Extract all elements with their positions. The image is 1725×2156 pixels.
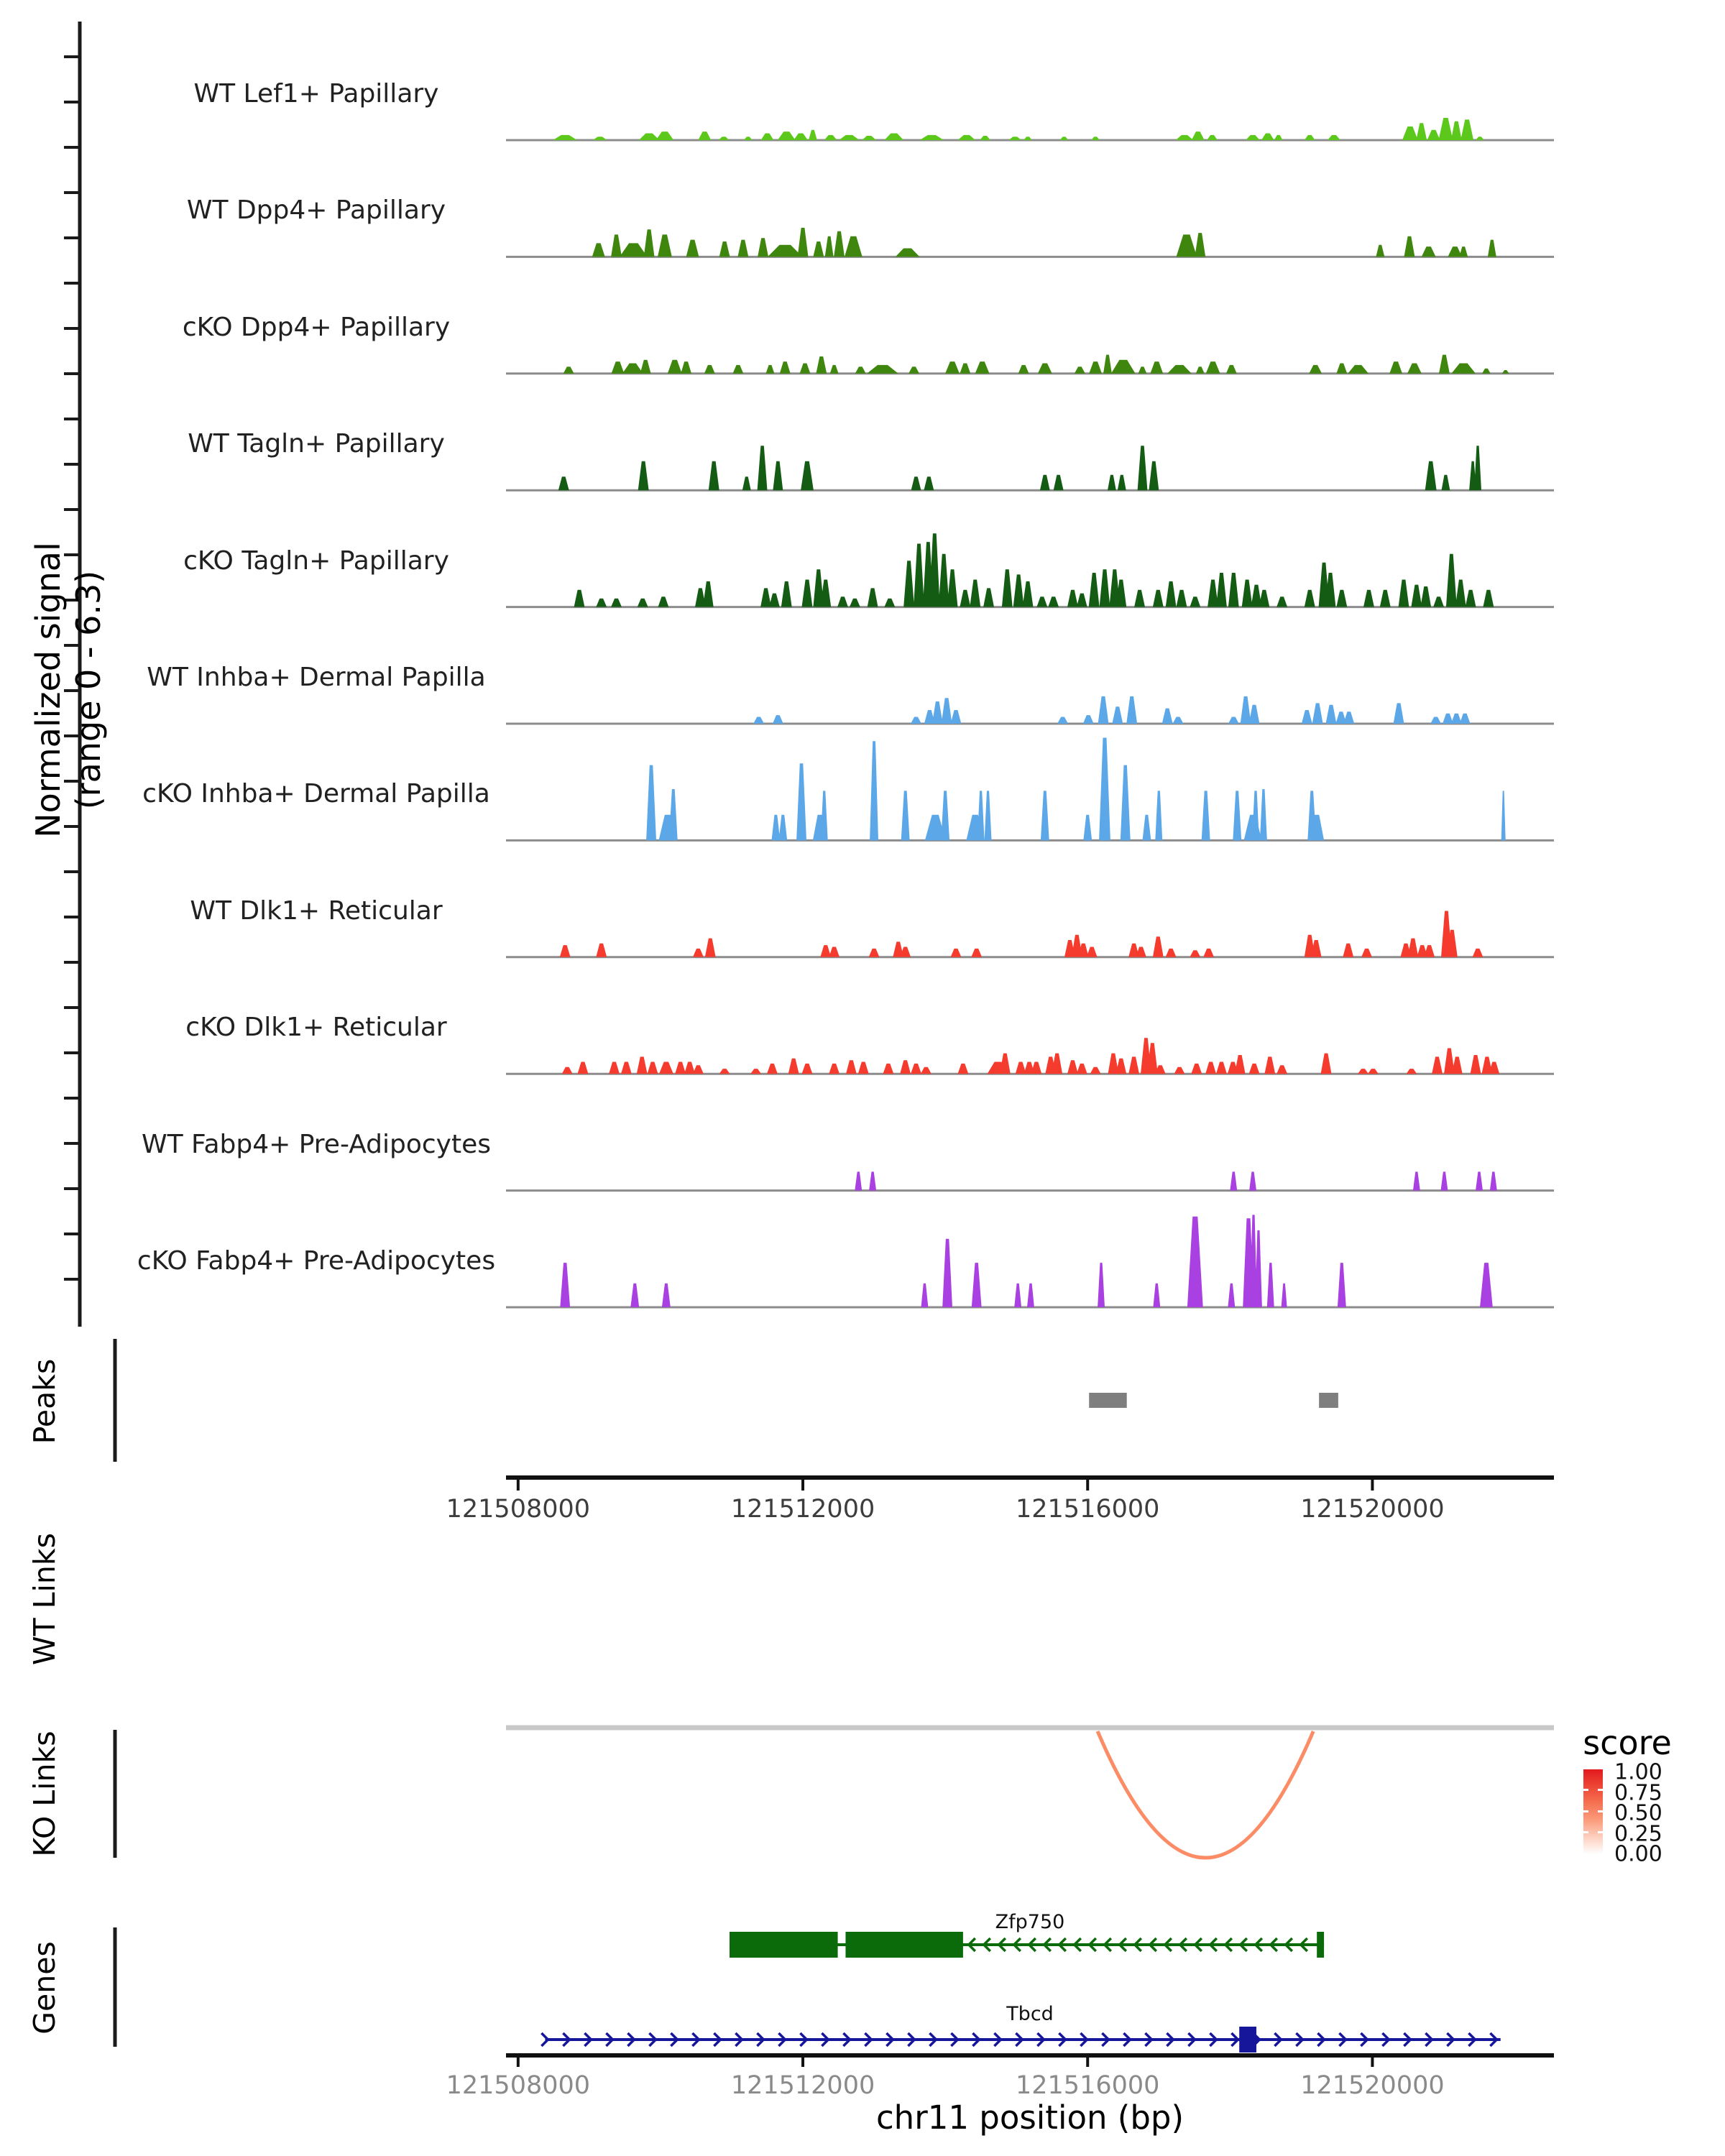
track-label: WT Dpp4+ Papillary	[186, 195, 446, 226]
track-label: cKO Tagln+ Papillary	[183, 545, 449, 576]
tss-box-zfp750	[1317, 1932, 1324, 1958]
peak-box	[1089, 1393, 1126, 1408]
track-label: cKO Fabp4+ Pre-Adipocytes	[137, 1246, 496, 1276]
score-colorbar	[1583, 1769, 1603, 1854]
peaks-section-label: Peaks	[27, 1358, 62, 1445]
score-tick-0.25: 0.25	[1614, 1821, 1662, 1847]
signal-area-5	[574, 533, 1494, 607]
signal-area-9	[562, 1038, 1499, 1074]
track-label: cKO Inhba+ Dermal Papilla	[142, 779, 490, 809]
peak-box	[1319, 1393, 1338, 1408]
exon-zfp750	[730, 1932, 838, 1958]
ko-links-section-label: KO Links	[27, 1731, 62, 1857]
score-tick-0.50: 0.50	[1614, 1800, 1662, 1826]
track-label: cKO Dlk1+ Reticular	[185, 1013, 447, 1043]
ruler-tick-label: 121516000	[1016, 1495, 1160, 1524]
bottom-tick-label: 121508000	[446, 2071, 591, 2100]
signal-area-7	[646, 738, 1506, 841]
track-label: WT Tagln+ Papillary	[188, 429, 445, 459]
track-label: WT Lef1+ Papillary	[193, 79, 439, 109]
track-label: WT Inhba+ Dermal Papilla	[147, 663, 486, 692]
track-label: WT Dlk1+ Reticular	[190, 895, 443, 926]
signal-area-4	[558, 446, 1481, 490]
x-axis-title: chr11 position (bp)	[875, 2099, 1184, 2137]
signal-area-11	[560, 1215, 1493, 1307]
score-tick-0.75: 0.75	[1614, 1780, 1662, 1806]
exon-tbcd	[1239, 2027, 1256, 2053]
y-axis-title-line2: (range 0 - 6.3)	[69, 570, 108, 810]
score-tick-0.00: 0.00	[1614, 1841, 1662, 1867]
bottom-tick-label: 121512000	[730, 2071, 875, 2100]
signal-area-8	[560, 911, 1484, 957]
track-label: WT Fabp4+ Pre-Adipocytes	[142, 1129, 491, 1159]
signal-area-2	[592, 228, 1496, 257]
wt-links-section-label: WT Links	[27, 1533, 62, 1665]
ruler-tick-label: 121512000	[730, 1495, 875, 1524]
signal-area-6	[753, 696, 1470, 724]
signal-area-10	[855, 1171, 1497, 1190]
y-axis-title-line1: Normalized signal	[29, 542, 68, 838]
ko-link-arc	[1098, 1731, 1313, 1858]
track-label: cKO Dpp4+ Papillary	[182, 312, 451, 342]
gene-label-zfp750: Zfp750	[995, 1911, 1065, 1933]
signal-area-1	[553, 118, 1484, 140]
ruler-tick-label: 121520000	[1300, 1495, 1445, 1524]
score-tick-1.00: 1.00	[1614, 1759, 1662, 1785]
signal-area-3	[564, 355, 1509, 374]
bottom-tick-label: 121520000	[1300, 2071, 1445, 2100]
gene-label-tbcd: Tbcd	[1006, 2003, 1054, 2025]
exon-zfp750	[845, 1932, 962, 1958]
ruler-tick-label: 121508000	[446, 1495, 591, 1524]
score-legend-title: score	[1583, 1723, 1672, 1762]
y-axis-title	[28, 542, 109, 838]
bottom-tick-label: 121516000	[1016, 2071, 1160, 2100]
genes-section-label: Genes	[27, 1941, 62, 2035]
